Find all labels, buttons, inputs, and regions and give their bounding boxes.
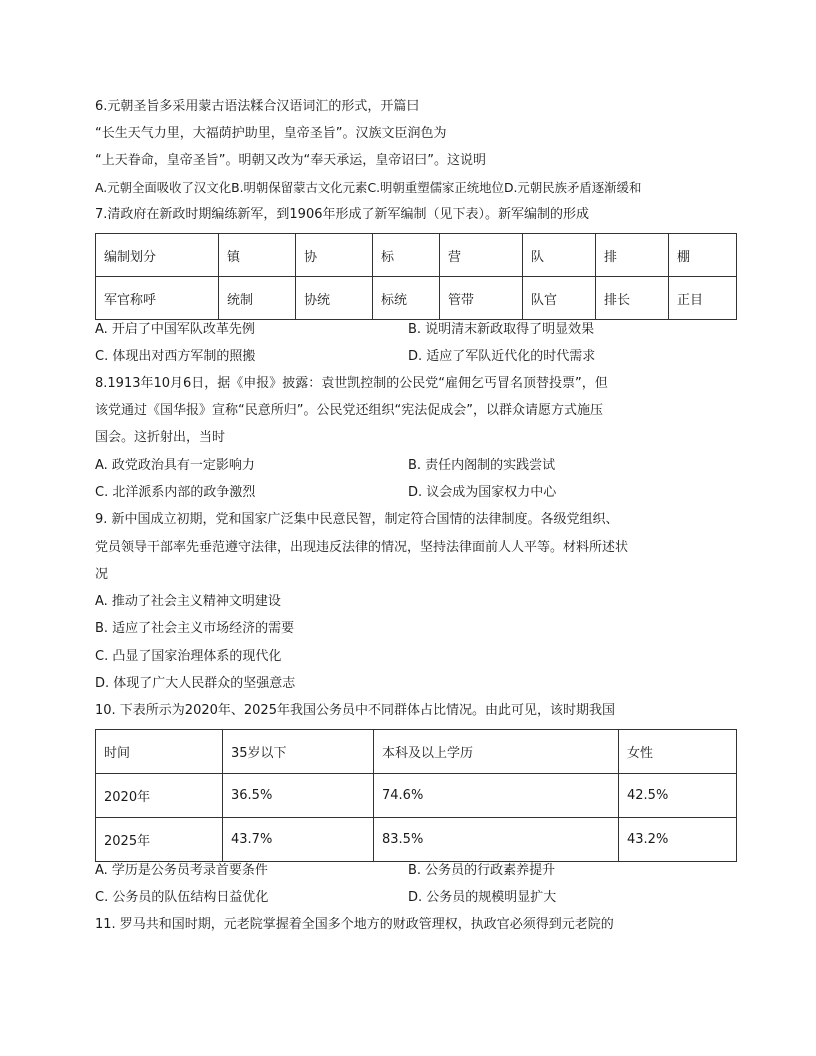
table-cell: 营 (440, 234, 523, 277)
table-cell: 标统 (373, 277, 440, 320)
table-cell: 正目 (669, 277, 737, 320)
table-cell: 74.6% (374, 774, 619, 818)
q7-table (95, 233, 737, 320)
table-cell: 83.5% (374, 818, 619, 862)
table-cell: 标 (373, 234, 440, 277)
table-cell: 时间 (96, 730, 223, 774)
table-row (96, 730, 737, 774)
q6-stem-line3: “上天眷命，皇帝圣旨”。明朝又改为“奉天承运，皇帝诏曰”。这说明 (95, 153, 486, 168)
table-cell: 编制划分 (96, 234, 219, 277)
q7-stem: 7.清政府在新政时期编练新军，到1906年形成了新军编制（见下表）。新军编制的形成 (95, 207, 589, 222)
q9-option-c: C. 凸显了国家治理体系的现代化 (95, 649, 282, 664)
q10-option-a: A. 学历是公务员考录首要条件 (95, 863, 268, 878)
q7-option-d: D. 适应了军队近代化的时代需求 (408, 349, 596, 364)
q8-stem-line3: 国会。这折射出，当时 (95, 430, 226, 445)
table-row (96, 234, 737, 277)
table-cell: 43.7% (223, 818, 374, 862)
table-row (96, 774, 737, 818)
q8-option-d: D. 议会成为国家权力中心 (408, 485, 557, 500)
q9-option-d: D. 体现了广大人民群众的坚强意志 (95, 676, 296, 691)
table-cell: 排长 (596, 277, 669, 320)
table-cell: 统制 (219, 277, 296, 320)
q9-stem-line2: 党员领导干部率先垂范遵守法律，出现违反法律的情况，坚持法律面前人人平等。材料所述状 (95, 540, 629, 555)
q10-option-c: C. 公务员的队伍结构日益优化 (95, 890, 269, 905)
q6-options: A.元朝全面吸收了汉文化B.明朝保留蒙古文化元素C.明朝重塑儒家正统地位D.元朝民族矛盾逐渐缓和 (95, 180, 642, 195)
q7-option-a: A. 开启了中国军队改革先例 (95, 322, 255, 337)
table-cell: 2020年 (96, 774, 223, 818)
table-row (96, 277, 737, 320)
table-cell: 排 (596, 234, 669, 277)
q9-option-a: A. 推动了社会主义精神文明建设 (95, 594, 281, 609)
q8-option-c: C. 北洋派系内部的政争激烈 (95, 485, 256, 500)
q10-stem: 10. 下表所示为2020年、2025年我国公务员中不同群体占比情况。由此可见，该时期我国 (95, 703, 615, 718)
q10-table (95, 729, 737, 862)
q8-option-b: B. 责任内阁制的实践尝试 (408, 458, 556, 473)
table-cell: 42.5% (619, 774, 737, 818)
table-cell: 队官 (523, 277, 596, 320)
table-cell: 棚 (669, 234, 737, 277)
q9-stem-line3: 况 (95, 567, 109, 582)
q11-stem-line1: 11. 罗马共和国时期，元老院掌握着全国多个地方的财政管理权，执政官必须得到元老院的 (95, 917, 614, 932)
q10-option-d: D. 公务员的规模明显扩大 (408, 890, 557, 905)
q6-stem-line2: “长生天气力里，大福荫护助里，皇帝圣旨”。汉族文臣润色为 (95, 126, 447, 141)
q8-stem-line2: 该党通过《国华报》宣称“民意所归”。公民党还组织“宪法促成会”，以群众请愿方式施压 (95, 403, 603, 418)
q9-option-b: B. 适应了社会主义市场经济的需要 (95, 621, 295, 636)
table-cell: 2025年 (96, 818, 223, 862)
q8-stem-line1: 8.1913年10月6日，据《申报》披露：袁世凯控制的公民党“雇佣乞丐冒名顶替投票”，但 (95, 376, 608, 391)
table-cell: 协 (296, 234, 373, 277)
table-cell: 43.2% (619, 818, 737, 862)
table-cell: 36.5% (223, 774, 374, 818)
table-cell: 管带 (440, 277, 523, 320)
q7-option-c: C. 体现出对西方军制的照搬 (95, 349, 256, 364)
table-cell: 35岁以下 (223, 730, 374, 774)
table-cell: 镇 (219, 234, 296, 277)
q10-option-b: B. 公务员的行政素养提升 (408, 863, 556, 878)
table-cell: 本科及以上学历 (374, 730, 619, 774)
table-cell: 队 (523, 234, 596, 277)
table-cell: 协统 (296, 277, 373, 320)
q6-stem-line1: 6.元朝圣旨多采用蒙古语法糅合汉语词汇的形式，开篇曰 (95, 99, 420, 114)
table-row (96, 818, 737, 862)
q8-option-a: A. 政党政治具有一定影响力 (95, 458, 255, 473)
q7-option-b: B. 说明清末新政取得了明显效果 (408, 322, 595, 337)
table-cell: 女性 (619, 730, 737, 774)
q9-stem-line1: 9. 新中国成立初期，党和国家广泛集中民意民智，制定符合国情的法律制度。各级党组织、 (95, 512, 619, 527)
table-cell: 军官称呼 (96, 277, 219, 320)
